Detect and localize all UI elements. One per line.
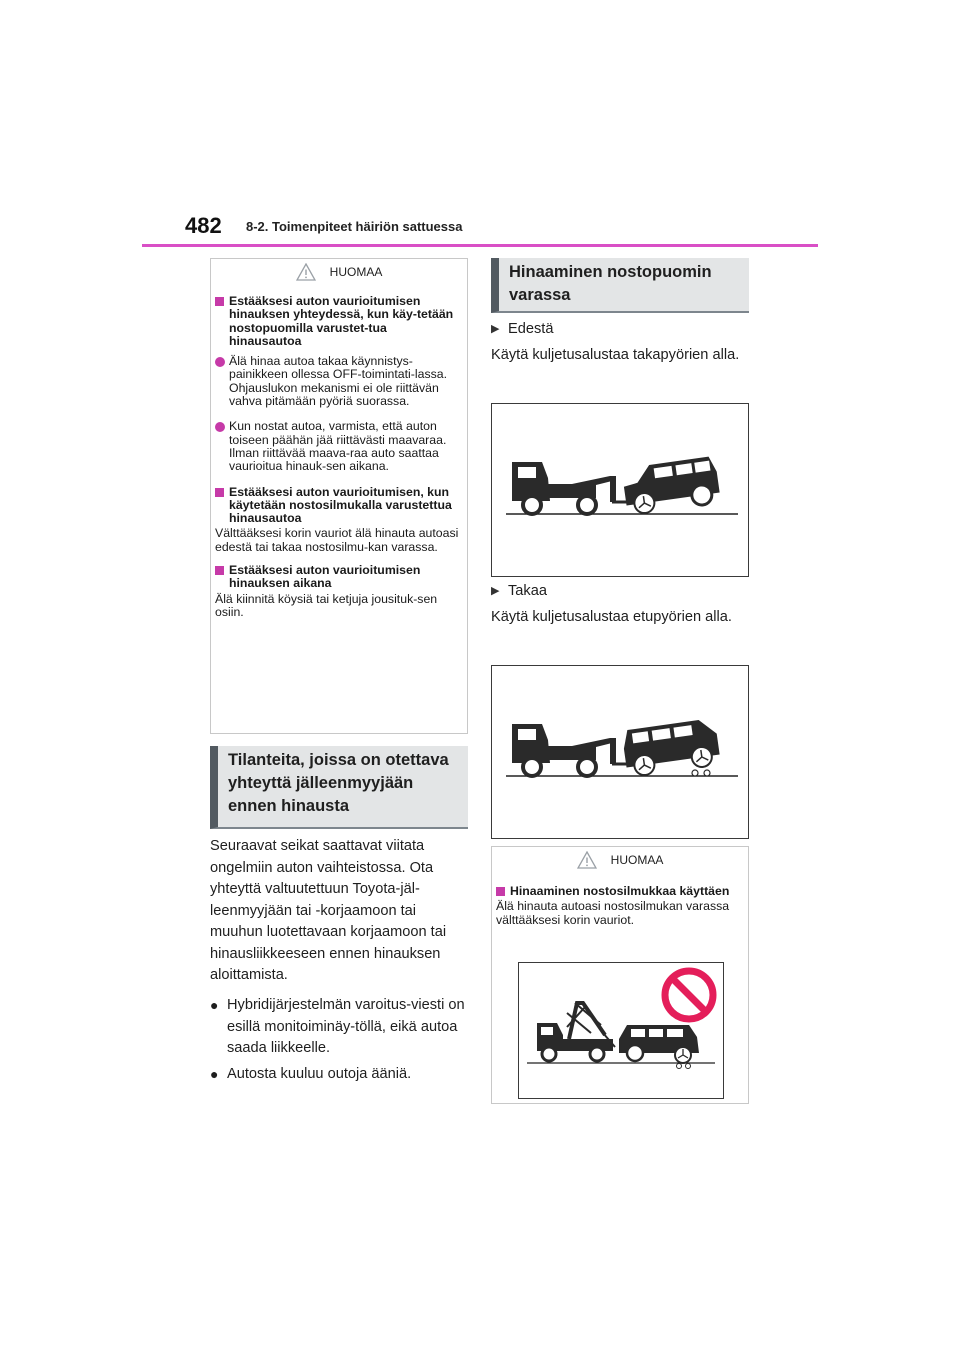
notice-subheading: Hinaaminen nostosilmukkaa käyttäen	[496, 885, 740, 898]
figure-front-tow	[491, 403, 749, 577]
rear-label: ▶ Takaa	[491, 581, 753, 603]
rear-text: Käytä kuljetusalustaa etupyörien alla.	[491, 609, 732, 625]
bullet-dot-icon: ●	[210, 1066, 219, 1082]
notice-subheading: Estääksesi auton vaurioitumisen hinauksen aikana	[215, 564, 459, 591]
notice-title: HUOMAA	[329, 265, 383, 279]
notice-box-left	[210, 258, 468, 734]
tow-truck-front-illustration	[492, 404, 748, 576]
round-bullet-icon	[215, 422, 225, 432]
tow-truck-rear-illustration	[492, 666, 748, 838]
square-bullet-icon	[215, 566, 224, 575]
square-bullet-icon	[496, 887, 505, 896]
warning-triangle-icon	[296, 263, 316, 281]
notice-header	[211, 259, 467, 285]
prohibited-sling-tow-illustration	[519, 963, 723, 1098]
front-text: Käytä kuljetusalustaa takapyörien alla.	[491, 347, 740, 363]
notice-text: Välttääksesi korin vauriot älä hinauta autoasi edestä tai takaa nostosilmu-kan varassa.	[215, 526, 459, 554]
header-rule	[142, 244, 818, 247]
contact-bullet-2: ● Autosta kuuluu outoja ääniä.	[210, 1064, 472, 1086]
section-title: 8-2. Toimenpiteet häiriön sattuessa	[246, 219, 463, 234]
heading-wheel-lift: Hinaaminen nostopuomin varassa	[491, 258, 749, 313]
notice-subheading: Estääksesi auton vaurioitumisen hinauksen yhteydessä, kun käy-tetään nostopuomilla varustet-tua hinausautoa	[215, 295, 459, 348]
square-bullet-icon	[215, 297, 224, 306]
notice-text: Älä hinauta autoasi nostosilmukan varassa välttääksesi korin vauriot.	[496, 899, 730, 927]
notice-subheading: Estääksesi auton vaurioitumisen, kun käytetään nostosilmukalla varustettua hinausautoa	[215, 486, 459, 526]
contact-paragraph: Seuraavat seikat saattavat viitata ongelmiin auton vaihteistossa. Ota yhteyttä valtuutettuun Toyota-jäl-leenmyyjään tai -korjaamoon tai muuhun luotettavaan korjaamoon tai hinausliikkeeseen ennen hinauksen aloittamista.	[210, 838, 447, 983]
front-label: ▶ Edestä	[491, 319, 753, 341]
bullet-dot-icon: ●	[210, 997, 219, 1013]
notice-header	[492, 847, 748, 873]
warning-triangle-icon	[577, 851, 597, 869]
contact-bullet-1: ● Hybridijärjestelmän varoitus-viesti on esillä monitoiminäy-töllä, eikä autoa saada liikkeelle.	[210, 995, 472, 1060]
figure-rear-tow	[491, 665, 749, 839]
heading-contact-dealer: Tilanteita, joissa on otettava yhteyttä jälleenmyyjään ennen hinausta	[210, 746, 468, 829]
triangle-bullet-icon: ▶	[491, 585, 500, 597]
triangle-bullet-icon: ▶	[491, 323, 500, 335]
page-number: 482	[185, 213, 222, 238]
square-bullet-icon	[215, 488, 224, 497]
notice-text: Älä kiinnitä köysiä tai ketjuja jousituk-sen osiin.	[215, 591, 438, 619]
notice-title: HUOMAA	[610, 853, 664, 867]
notice-bullet: Kun nostat autoa, varmista, että auton toiseen päähän jää riittävästi maavaraa. Ilman riittävää maava-raa auto saattaa vaurioitua hinauk-sen aikana.	[215, 420, 459, 473]
notice-bullet: Älä hinaa autoa takaa käynnistys-painikkeen ollessa OFF-toimintati-lassa. Ohjauslukon mekanismi ei ole riittävän vahva pitämään pyöriä suorassa.	[215, 355, 459, 408]
figure-prohibited-tow	[518, 962, 724, 1099]
round-bullet-icon	[215, 357, 225, 367]
notice-box-right	[491, 846, 749, 1104]
